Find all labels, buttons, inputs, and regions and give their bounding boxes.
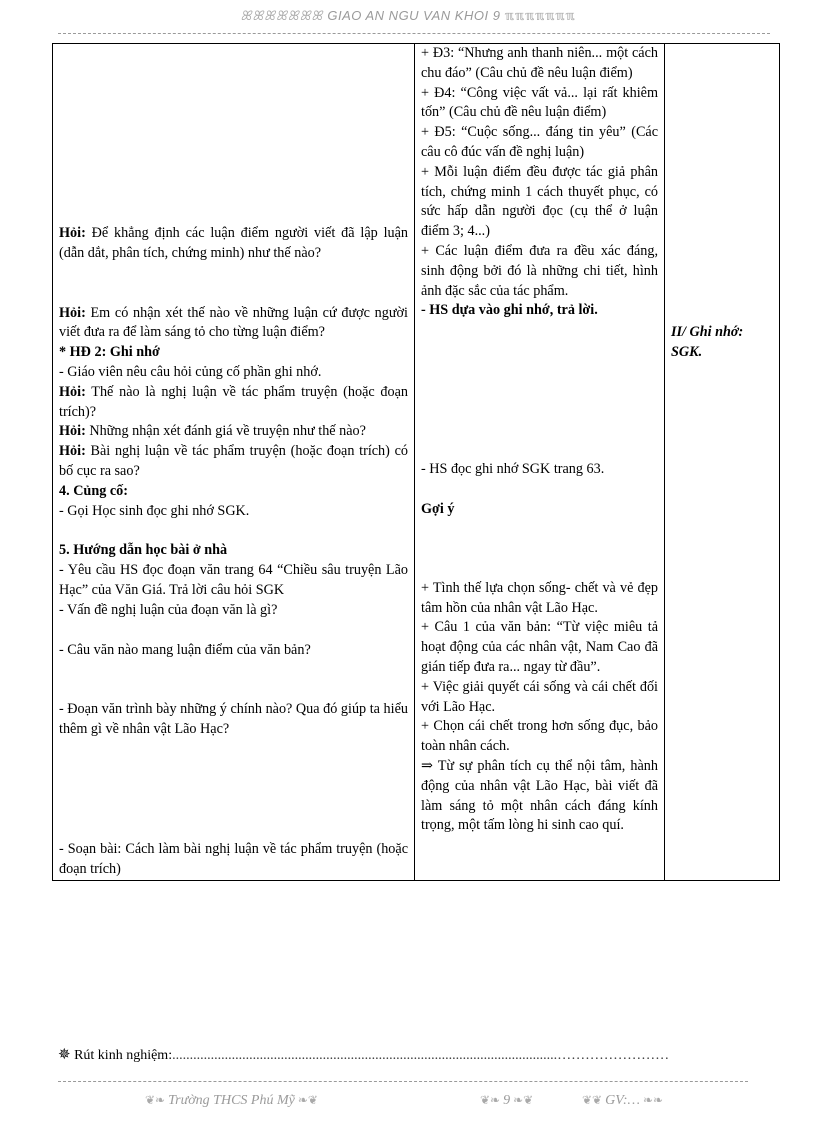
list-item: - HS đọc ghi nhớ SGK trang 63.: [421, 461, 605, 478]
star-icon: ✵: [58, 1047, 71, 1063]
table-row: [53, 44, 780, 881]
hint-heading: Gợi ý: [421, 500, 455, 517]
list-item: - Đoạn văn trình bày những ý chính nào? Qua đó giúp ta hiểu thêm gì về nhân vật Lão Hạc?: [59, 701, 408, 738]
header-title: GIAO AN NGU VAN KHOI 9: [327, 8, 501, 23]
ornament-icon: ❧❧: [639, 1093, 664, 1107]
list-item: + Đ3: “Nhưng anh thanh niên... một cách chu đáo” (Câu chủ đề nêu luận điểm): [421, 45, 658, 81]
header-ornament-right: ℼℼℼℼℼℼℼ: [504, 8, 576, 23]
rut-kinh-nghiem: [58, 1045, 758, 1064]
student-activity-cell: [415, 44, 665, 881]
list-item: + Chọn cái chết trong hơn sống đục, bảo toàn nhân cách.: [421, 718, 658, 755]
page-footer: [0, 1093, 816, 1115]
spacer: [59, 521, 408, 541]
list-item: + Các luận điểm đưa ra đều xác đáng, sinh động bởi đó là những chi tiết, hình ảnh đặc sắc của tác phẩm.: [421, 242, 658, 299]
footer-divider: [58, 1081, 748, 1082]
footer-school: ❦❧ Trường THCS Phú Mỹ ❧❦: [145, 1093, 318, 1108]
list-item: - Câu văn nào mang luận điểm của văn bản?: [59, 641, 311, 658]
rut-kinh-nghiem-label: Rút kinh nghiệm:: [74, 1048, 173, 1063]
spacer: [59, 660, 408, 700]
page-header: [0, 8, 816, 24]
list-item: - Gọi Học sinh đọc ghi nhớ SGK.: [59, 502, 250, 519]
page-number: 9: [503, 1093, 511, 1108]
question-5: Hỏi: Bài nghị luận về tác phẩm truyện (hoặc đoạn trích) có bố cục ra sao?: [59, 443, 408, 479]
lesson-table: [52, 43, 780, 881]
ornament-icon: ❧❦: [510, 1093, 534, 1107]
answer-heading: - HS dựa vào ghi nhớ, trả lời.: [421, 302, 598, 319]
spacer: [59, 740, 408, 840]
spacer: [421, 480, 658, 500]
footer-page: [480, 1093, 533, 1109]
list-item: - Yêu cầu HS đọc đoạn văn trang 64 “Chiều sâu truyện Lão Hạc” của Văn Giá. Trả lời câu hỏi SGK: [59, 562, 408, 598]
spacer: [671, 44, 773, 323]
spacer: [421, 321, 658, 460]
spacer: [59, 264, 408, 304]
section-heading-hd2: * HĐ 2: Ghi nhớ: [59, 344, 160, 361]
list-item: - Vấn đề nghị luận của đoạn văn là gì?: [59, 601, 278, 618]
list-item: + Đ5: “Cuộc sống... đáng tin yêu” (Các câu cô đúc vấn đề nghị luận): [421, 124, 658, 160]
content-cell: [665, 44, 780, 881]
list-item: - Soạn bài: Cách làm bài nghị luận về tác phẩm truyện (hoặc đoạn trích): [59, 840, 408, 877]
spacer: [59, 621, 408, 641]
teacher-activity-cell: [53, 44, 415, 881]
list-item: + Việc giải quyết cái sống và cái chết đối với Lão Hạc.: [421, 678, 658, 715]
list-item: - Giáo viên nêu câu hỏi củng cố phần ghi nhớ.: [59, 363, 322, 380]
header-divider: [58, 33, 770, 34]
ornament-icon: ❦❦: [582, 1093, 606, 1107]
spacer: [421, 520, 658, 579]
note-ghi-nho: II/ Ghi nhớ: SGK.: [671, 324, 744, 360]
dotted-leader: ..............................................................................................................……………………: [172, 1048, 670, 1063]
section-heading-cung-co: 4. Củng cố:: [59, 482, 128, 499]
list-item: ⇒ Từ sự phân tích cụ thể nội tâm, hành động của nhân vật Lão Hạc, bài viết đã làm sáng tỏ một nhân cách đáng kính trọng, một tấm lòng hi sinh cao quí.: [421, 757, 658, 834]
question-1: Hỏi: Để khẳng định các luận điểm người viết đã lập luận (dẫn dắt, phân tích, chứng minh) như thế nào?: [59, 225, 408, 261]
spacer: [59, 44, 408, 224]
header-ornament-left: ꕤꕤꕤꕤꕤꕤꕤ: [240, 8, 324, 23]
section-heading-homework: 5. Hướng dẫn học bài ở nhà: [59, 542, 228, 559]
list-item: + Đ4: “Công việc vất vả... lại rất khiêm tốn” (Câu chủ đề nêu luận điểm): [421, 84, 658, 121]
list-item: + Mỗi luận điểm đều được tác giả phân tích, chứng minh 1 cách thuyết phục, có sức hấp dẫn người đọc (cụ thể ở luận điểm 3; 4...): [421, 163, 658, 240]
question-2: Hỏi: Em có nhận xét thế nào về những luận cứ được người viết đưa ra để làm sáng tỏ cho từng luận điểm?: [59, 304, 408, 341]
footer-gv: ❦❦ GV:… ❧❧: [582, 1093, 664, 1108]
ornament-icon: ❦❧: [480, 1093, 504, 1107]
list-item: + Câu 1 của văn bản: “Từ việc miêu tả hoạt động của các nhân vật, Nam Cao đã gián tiếp đưa ra... ngay từ đầu”.: [421, 619, 658, 675]
question-3: Hỏi: Thế nào là nghị luận về tác phẩm truyện (hoặc đoạn trích)?: [59, 383, 408, 420]
ornament-icon: ❧❦: [294, 1093, 318, 1107]
question-4: Hỏi: Những nhận xét đánh giá về truyện như thế nào?: [59, 423, 366, 440]
ornament-icon: ❦❧: [145, 1093, 169, 1107]
list-item: + Tình thế lựa chọn sống- chết và vẻ đẹp tâm hồn của nhân vật Lão Hạc.: [421, 579, 658, 616]
